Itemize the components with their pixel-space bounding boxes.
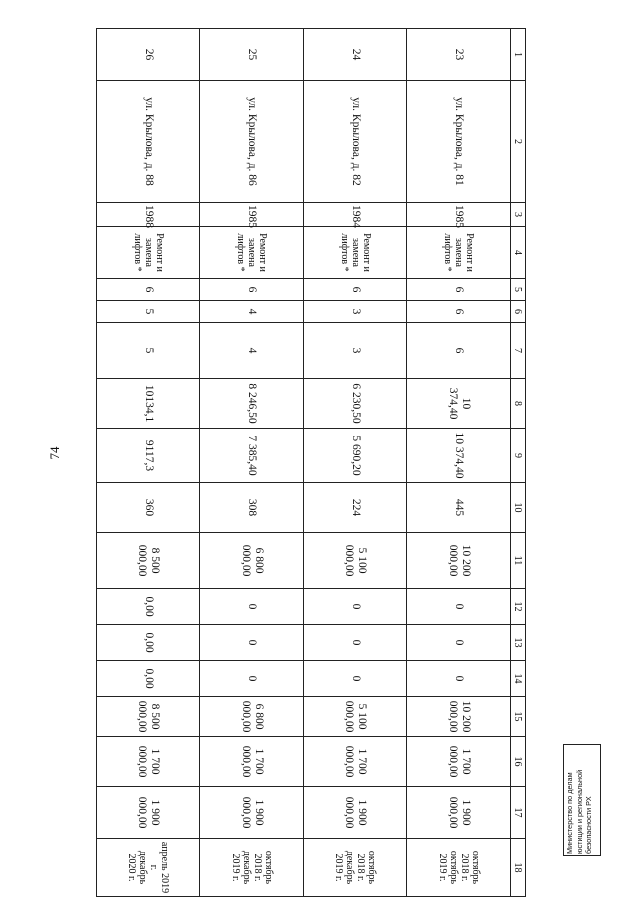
cell-5: 6 bbox=[200, 279, 304, 301]
col-header: 18 bbox=[511, 839, 526, 897]
cell-8: 6 230,50 bbox=[304, 379, 408, 429]
cell-9: 7 385,40 bbox=[200, 429, 304, 483]
work-type-line: Ремонт и замена bbox=[453, 233, 476, 272]
cell-13: 0,00 bbox=[97, 625, 201, 661]
year-cell: 1984 bbox=[304, 203, 408, 227]
work-type-line: лифтов * bbox=[338, 233, 350, 272]
address-cell: ул. Крылова, д. 86 bbox=[200, 81, 304, 203]
cell-12: 0 bbox=[407, 589, 511, 625]
cell-12: 0 bbox=[200, 589, 304, 625]
year-cell: 1985 bbox=[200, 203, 304, 227]
cell-5: 6 bbox=[304, 279, 408, 301]
cell-11: 5 100 000,00 bbox=[304, 533, 408, 589]
cell-9: 10 374,40 bbox=[407, 429, 511, 483]
col-header: 14 bbox=[511, 661, 526, 697]
housing-repair-table bbox=[96, 28, 526, 897]
col-header: 8 bbox=[511, 379, 526, 429]
cell-8: 10134,1 bbox=[97, 379, 201, 429]
address-cell: ул. Крылова, д. 81 bbox=[407, 81, 511, 203]
row-number: 24 bbox=[304, 29, 408, 81]
row-number: 26 bbox=[97, 29, 201, 81]
cell-17: 1 900 000,00 bbox=[97, 787, 201, 839]
col-header: 4 bbox=[511, 227, 526, 279]
stamp-line: Министерство по делам bbox=[565, 772, 574, 854]
period-line: октябрь 2019 г. bbox=[436, 850, 459, 885]
col-header: 15 bbox=[511, 697, 526, 737]
row-number: 25 bbox=[200, 29, 304, 81]
cell-7: 4 bbox=[200, 323, 304, 379]
rotated-table bbox=[96, 28, 526, 894]
col-header: 17 bbox=[511, 787, 526, 839]
table-row bbox=[407, 29, 511, 897]
work-type-cell bbox=[200, 227, 304, 279]
cell-6: 3 bbox=[304, 301, 408, 323]
table-row bbox=[304, 29, 408, 897]
cell-6: 6 bbox=[407, 301, 511, 323]
work-type-line: лифтов * bbox=[131, 233, 143, 272]
cell-8: 10 374,40 bbox=[407, 379, 511, 429]
work-type-cell bbox=[97, 227, 201, 279]
period-line: апрель 2019 г. bbox=[148, 841, 171, 894]
cell-6: 4 bbox=[200, 301, 304, 323]
cell-16: 1 700 000,00 bbox=[200, 737, 304, 787]
col-header: 9 bbox=[511, 429, 526, 483]
stamp-line: юстиции и региональной bbox=[574, 769, 584, 854]
cell-5: 6 bbox=[97, 279, 201, 301]
col-header: 2 bbox=[511, 81, 526, 203]
period-cell bbox=[304, 839, 408, 897]
cell-12: 0,00 bbox=[97, 589, 201, 625]
cell-17: 1 900 000,00 bbox=[304, 787, 408, 839]
col-header: 13 bbox=[511, 625, 526, 661]
cell-8: 8 246,50 bbox=[200, 379, 304, 429]
work-type-line: лифтов * bbox=[442, 233, 454, 272]
work-type-line: Ремонт и замена bbox=[246, 233, 269, 272]
cell-15: 8 500 000,00 bbox=[97, 697, 201, 737]
cell-16: 1 700 000,00 bbox=[407, 737, 511, 787]
cell-7: 5 bbox=[97, 323, 201, 379]
page-number: 74 bbox=[47, 446, 62, 460]
cell-14: 0 bbox=[407, 661, 511, 697]
cell-17: 1 900 000,00 bbox=[200, 787, 304, 839]
cell-10: 360 bbox=[97, 483, 201, 533]
cell-15: 6 800 000,00 bbox=[200, 697, 304, 737]
period-cell bbox=[97, 839, 201, 897]
col-header: 16 bbox=[511, 737, 526, 787]
cell-13: 0 bbox=[407, 625, 511, 661]
address-cell: ул. Крылова, д. 88 bbox=[97, 81, 201, 203]
cell-11: 6 800 000,00 bbox=[200, 533, 304, 589]
cell-11: 8 500 000,00 bbox=[97, 533, 201, 589]
cell-14: 0,00 bbox=[97, 661, 201, 697]
cell-9: 5 690,20 bbox=[304, 429, 408, 483]
cell-7: 3 bbox=[304, 323, 408, 379]
col-header: 12 bbox=[511, 589, 526, 625]
row-number: 23 bbox=[407, 29, 511, 81]
table-row bbox=[200, 29, 304, 897]
col-header: 7 bbox=[511, 323, 526, 379]
period-cell bbox=[407, 839, 511, 897]
col-header: 1 bbox=[511, 29, 526, 81]
year-cell: 1988 bbox=[97, 203, 201, 227]
stamp-line: безопасности РХ bbox=[584, 796, 594, 854]
cell-16: 1 700 000,00 bbox=[97, 737, 201, 787]
col-header: 10 bbox=[511, 483, 526, 533]
period-line: декабрь 2019 г. bbox=[333, 850, 356, 885]
stamp-text bbox=[565, 746, 599, 854]
cell-14: 0 bbox=[200, 661, 304, 697]
cell-10: 308 bbox=[200, 483, 304, 533]
col-header: 5 bbox=[511, 279, 526, 301]
cell-10: 445 bbox=[407, 483, 511, 533]
period-line: декабрь 2019 г. bbox=[229, 850, 252, 885]
table-row bbox=[97, 29, 201, 897]
cell-15: 5 100 000,00 bbox=[304, 697, 408, 737]
work-type-cell bbox=[407, 227, 511, 279]
cell-16: 1 700 000,00 bbox=[304, 737, 408, 787]
col-header: 3 bbox=[511, 203, 526, 227]
cell-14: 0 bbox=[304, 661, 408, 697]
header-row bbox=[511, 29, 526, 897]
cell-9: 9117,3 bbox=[97, 429, 201, 483]
work-type-line: Ремонт и замена bbox=[142, 233, 165, 272]
col-header: 11 bbox=[511, 533, 526, 589]
period-line: октябрь 2018 г. bbox=[458, 850, 481, 885]
work-type-line: Ремонт и замена bbox=[349, 233, 372, 272]
year-cell: 1985 bbox=[407, 203, 511, 227]
cell-15: 10 200 000,00 bbox=[407, 697, 511, 737]
ministry-stamp bbox=[563, 744, 601, 856]
cell-5: 6 bbox=[407, 279, 511, 301]
period-line: октябрь 2018 г. bbox=[355, 850, 378, 885]
cell-11: 10 200 000,00 bbox=[407, 533, 511, 589]
cell-17: 1 900 000,00 bbox=[407, 787, 511, 839]
period-cell bbox=[200, 839, 304, 897]
cell-13: 0 bbox=[200, 625, 304, 661]
work-type-cell bbox=[304, 227, 408, 279]
work-type-line: лифтов * bbox=[235, 233, 247, 272]
cell-7: 6 bbox=[407, 323, 511, 379]
period-line: октябрь 2018 г. bbox=[251, 850, 274, 885]
cell-13: 0 bbox=[304, 625, 408, 661]
cell-10: 224 bbox=[304, 483, 408, 533]
col-header: 6 bbox=[511, 301, 526, 323]
cell-6: 5 bbox=[97, 301, 201, 323]
address-cell: ул. Крылова, д. 82 bbox=[304, 81, 408, 203]
table-container bbox=[96, 28, 526, 894]
cell-12: 0 bbox=[304, 589, 408, 625]
period-line: декабрь 2020 г. bbox=[126, 850, 149, 885]
